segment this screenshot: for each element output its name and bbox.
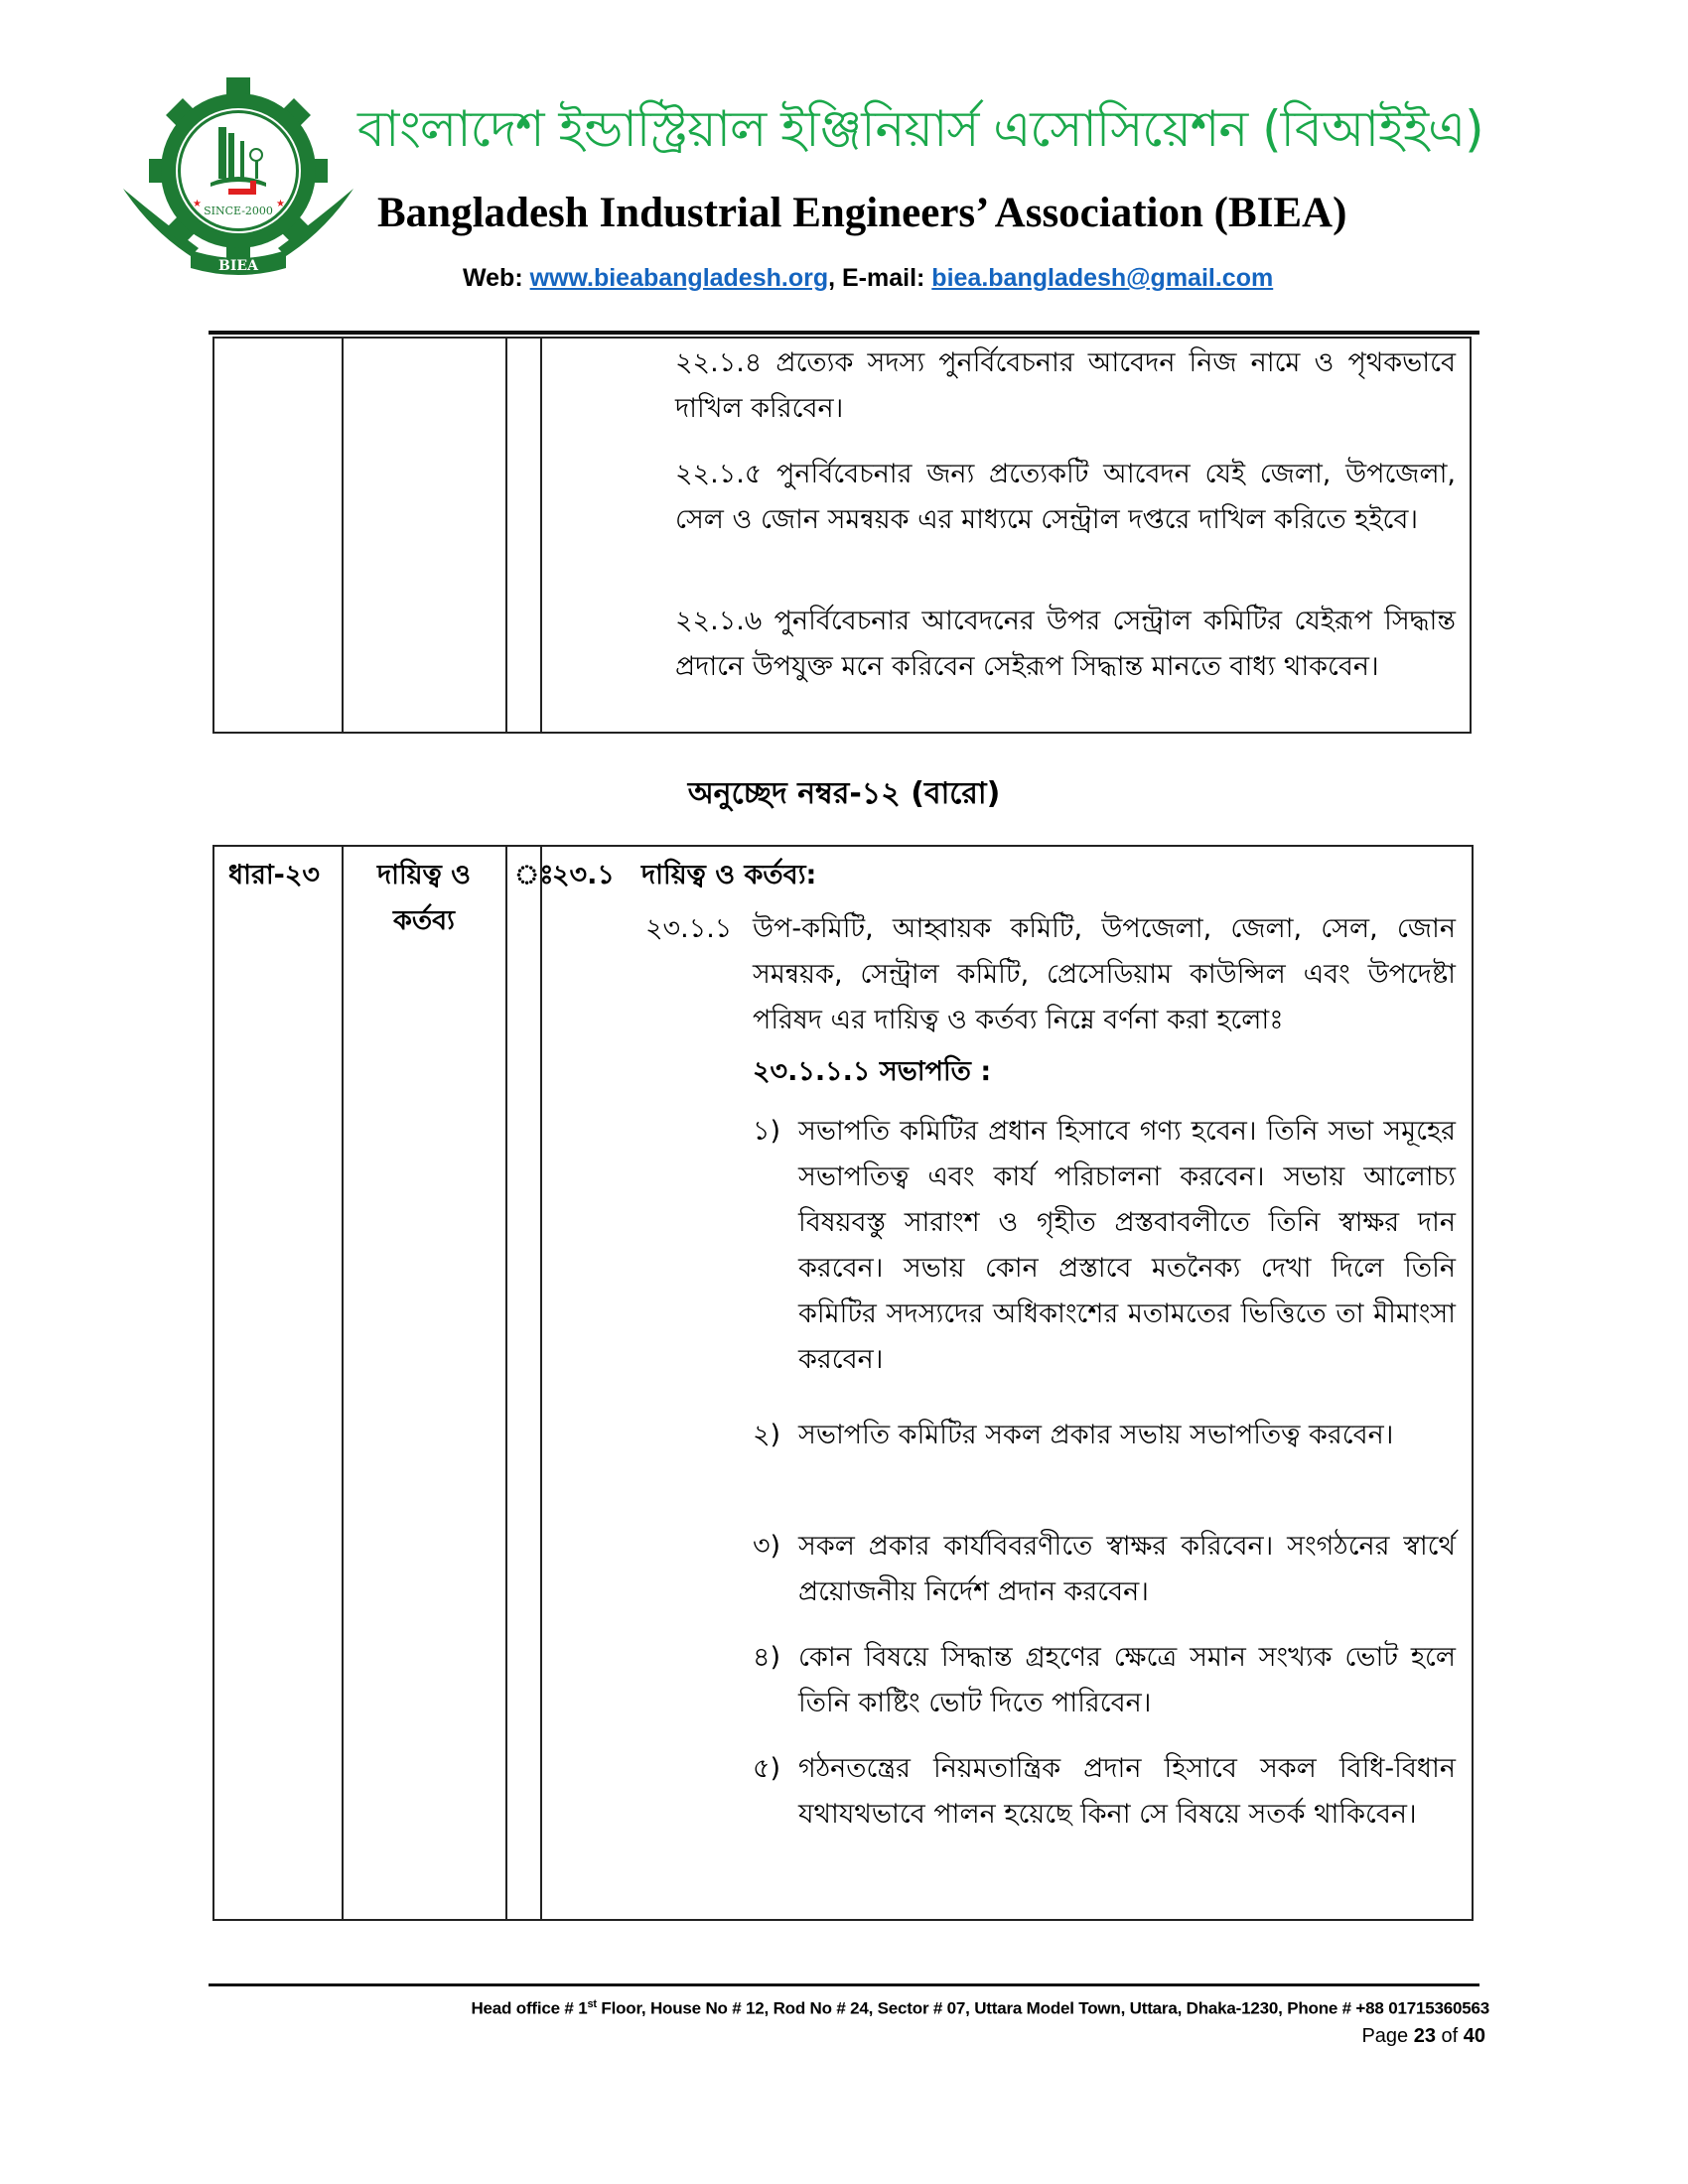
duty-item-5 — [753, 1746, 1456, 1838]
org-title-english: Bangladesh Industrial Engineers’ Association (BIEA) — [377, 190, 1347, 236]
article-title: দায়িত্ব ও কর্তব্য — [376, 860, 472, 936]
bylaw-table-article-23 — [212, 845, 1474, 1921]
colon-separator: ঃ — [514, 860, 554, 890]
duty-text: সভাপতি কমিটির সকল প্রকার সভায় সভাপতিত্ব করবেন। — [798, 1420, 1394, 1450]
page-total: 40 — [1463, 2025, 1485, 2047]
duty-text: সকল প্রকার কার্যবিবরণীতে স্বাক্ষর করিবেন। সংগঠনের স্বার্থে প্রয়োজনীয় নির্দেশ প্রদান করবেন। — [798, 1531, 1456, 1607]
address-rest: Floor, House No # 12, Rod No # 24, Sector # 07, Uttara Model Town, Uttara, Dhaka-1230, Phone # +88 01715360563 — [596, 1998, 1489, 2018]
gear-logo-icon — [121, 71, 355, 276]
svg-text:SINCE-2000: SINCE-2000 — [204, 205, 273, 217]
bylaw-table-continued — [212, 337, 1472, 734]
header-divider — [209, 331, 1479, 335]
column-divider — [540, 339, 542, 732]
clause-22-1-6 — [675, 599, 1456, 690]
clause-text: পুনর্বিবেচনার জন্য প্রত্যেকটি আবেদন যেই জেলা, উপজেলা, সেল ও জোন সমন্বয়ক এর মাধ্যমে সেন্ট্রাল দপ্তরে দাখিল করিতে হইবে। — [675, 459, 1456, 535]
duty-text: সভাপতি কমিটির প্রধান হিসাবে গণ্য হবেন। তিনি সভা সমূহের সভাপতিত্ব এবং কার্য পরিচালনা করবেন। সভায় আলোচ্য বিষয়বস্তু সারাংশ ও গৃহীত প্রস্তবাবলীতে তিনি স্বাক্ষর দান করবেন। সভায় কোন প্রস্তাবে মতনৈক্য দেখা দিলে তিনি কমিটির সদস্যদের অধিকাংশের মতামতের ভিত্তিতে তা মীমাংসা করবেন। — [798, 1116, 1456, 1375]
subsection-number: ২৩.১ — [552, 860, 615, 890]
address-superscript: st — [587, 1998, 597, 2010]
page-number — [1192, 2023, 1485, 2049]
subsection-title: দায়িত্ব ও কর্তব্য: — [641, 860, 817, 890]
section-heading: অনুচ্ছেদ নম্বর-১২ (বারো) — [687, 776, 1001, 811]
duty-number: ১) — [753, 1116, 781, 1147]
duty-number: ৩) — [753, 1531, 781, 1562]
clause-number: ২২.১.৬ — [675, 606, 763, 636]
email-label: , E-mail: — [828, 264, 932, 292]
svg-text:★: ★ — [276, 199, 285, 209]
item-number: ২৩.১.১ — [645, 913, 733, 944]
website-link[interactable]: www.bieabangladesh.org — [529, 264, 829, 292]
clause-22-1-4 — [675, 341, 1456, 432]
org-title-bengali: বাংলাদেশ ইন্ডাস্ট্রিয়াল ইঞ্জিনিয়ার্স এসোসিয়েশন (বিআইইএ) — [357, 100, 1483, 158]
duty-number: ৫) — [753, 1753, 781, 1784]
clause-22-1-5 — [675, 452, 1456, 543]
contact-line — [463, 262, 1466, 294]
column-divider — [342, 847, 344, 1919]
column-divider — [540, 847, 542, 1919]
duty-text: গঠনতন্ত্রের নিয়মতান্ত্রিক প্রদান হিসাবে সকল বিধি-বিধান যথাযথভাবে পালন হয়েছে কিনা সে বিষয়ে সতর্ক থাকিবেন। — [798, 1753, 1456, 1830]
head-office-address — [199, 1992, 1489, 2021]
duty-item-3 — [753, 1524, 1456, 1615]
duty-number: ২) — [753, 1420, 781, 1450]
clause-number: ২২.১.৪ — [675, 347, 763, 378]
footer-divider — [209, 1983, 1479, 1986]
address-prefix: Head office # 1 — [471, 1998, 588, 2018]
duty-item-1 — [753, 1109, 1456, 1383]
page-current: 23 — [1413, 2025, 1436, 2047]
column-divider — [505, 339, 507, 732]
duty-item-4 — [753, 1635, 1456, 1726]
column-divider — [342, 339, 344, 732]
article-number: ধারা-২৩ — [228, 860, 320, 890]
clause-text: প্রত্যেক সদস্য পুনর্বিবেচনার আবেদন নিজ নামে ও পৃথকভাবে দাখিল করিবেন। — [675, 347, 1456, 424]
duty-number: ৪) — [753, 1642, 781, 1673]
web-label: Web: — [463, 264, 530, 292]
email-link[interactable]: biea.bangladesh@gmail.com — [931, 264, 1274, 292]
president-heading: ২৩.১.১.১ সভাপতি : — [753, 1056, 992, 1087]
page-of: of — [1435, 2025, 1464, 2047]
clause-text: পুনর্বিবেচনার আবেদনের উপর সেন্ট্রাল কমিটির যেইরূপ সিদ্ধান্ত প্রদানে উপযুক্ত মনে করিবেন সেইরূপ সিদ্ধান্ত মানতে বাধ্য থাকবেন। — [675, 606, 1456, 682]
svg-text:BIEA: BIEA — [218, 258, 258, 274]
duty-text: কোন বিষয়ে সিদ্ধান্ত গ্রহণের ক্ষেত্রে সমান সংখ্যক ভোট হলে তিনি কাষ্টিং ভোট দিতে পারিবেন। — [798, 1642, 1456, 1718]
column-divider — [505, 847, 507, 1919]
clause-number: ২২.১.৫ — [675, 459, 763, 489]
item-23-1-1-text: উপ-কমিটি, আহ্বায়ক কমিটি, উপজেলা, জেলা, সেল, জোন সমন্বয়ক, সেন্ট্রাল কমিটি, প্রেসেডিয়াম কাউন্সিল এবং উপদেষ্টা পরিষদ এর দায়িত্ব ও কর্তব্য নিম্নে বর্ণনা করা হলোঃ — [753, 913, 1456, 1035]
page-label: Page — [1361, 2025, 1414, 2047]
svg-text:★: ★ — [193, 199, 202, 209]
duty-item-2 — [753, 1413, 1456, 1458]
biea-logo — [121, 71, 355, 276]
